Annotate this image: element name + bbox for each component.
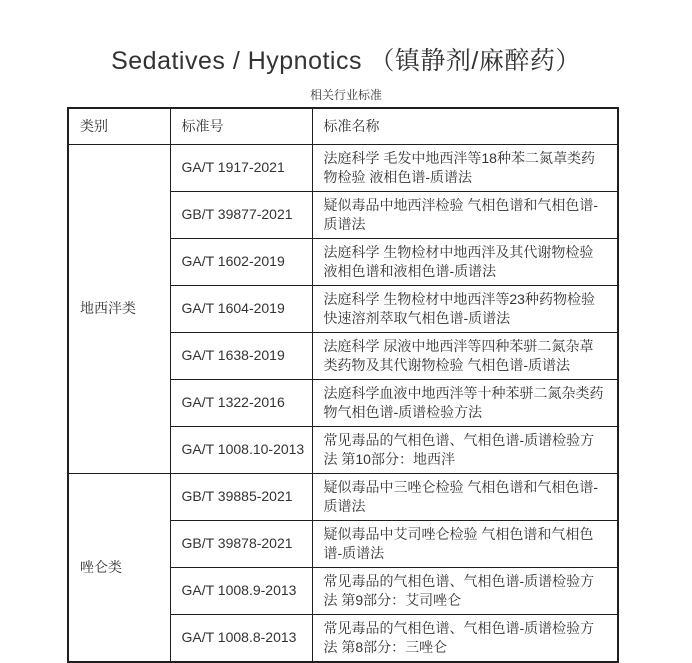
- header-standard-code: 标准号: [170, 108, 312, 144]
- standard-name-cell: 常见毒品的气相色谱、气相色谱-质谱检验方法 第10部分：地西泮: [312, 426, 618, 473]
- standard-code-cell: GA/T 1008.10-2013: [170, 426, 312, 473]
- table-row: [68, 473, 618, 520]
- header-standard-name: 标准名称: [312, 108, 618, 144]
- standard-name-cell: 常见毒品的气相色谱、气相色谱-质谱检验方法 第8部分：三唑仑: [312, 614, 618, 662]
- standard-name-cell: 法庭科学血液中地西泮等十种苯骈二氮杂类药物气相色谱-质谱检验方法: [312, 379, 618, 426]
- standard-code-cell: GB/T 39878-2021: [170, 520, 312, 567]
- standard-code-cell: GA/T 1008.9-2013: [170, 567, 312, 614]
- standard-code-cell: GA/T 1917-2021: [170, 144, 312, 191]
- table-row: [68, 144, 618, 191]
- standard-code-cell: GA/T 1008.8-2013: [170, 614, 312, 662]
- standard-name-cell: 疑似毒品中三唑仑检验 气相色谱和气相色谱-质谱法: [312, 473, 618, 520]
- category-cell: 地西泮类: [68, 144, 170, 473]
- standard-name-cell: 法庭科学 毛发中地西泮等18种苯二氮䓬类药物检验 液相色谱-质谱法: [312, 144, 618, 191]
- standard-code-cell: GA/T 1638-2019: [170, 332, 312, 379]
- standard-code-cell: GA/T 1602-2019: [170, 238, 312, 285]
- standard-code-cell: GB/T 39885-2021: [170, 473, 312, 520]
- page-title: Sedatives / Hypnotics （镇静剂/麻醉药）: [111, 47, 581, 75]
- standard-name-cell: 常见毒品的气相色谱、气相色谱-质谱检验方法 第9部分：艾司唑仑: [312, 567, 618, 614]
- header-category: 类别: [68, 108, 170, 144]
- standards-table-header: [68, 108, 618, 144]
- page-subtitle: 相关行业标准: [309, 88, 382, 102]
- standard-name-cell: 疑似毒品中艾司唑仑检验 气相色谱和气相色谱-质谱法: [312, 520, 618, 567]
- standard-name-cell: 法庭科学 尿液中地西泮等四种苯骈二氮杂䓬类药物及其代谢物检验 气相色谱-质谱法: [312, 332, 618, 379]
- standard-name-cell: 疑似毒品中地西泮检验 气相色谱和气相色谱-质谱法: [312, 191, 618, 238]
- standards-table-body: [68, 144, 618, 662]
- standard-code-cell: GA/T 1322-2016: [170, 379, 312, 426]
- standard-code-cell: GB/T 39877-2021: [170, 191, 312, 238]
- header-row: [68, 108, 618, 144]
- standards-table: [67, 107, 619, 663]
- standard-name-cell: 法庭科学 生物检材中地西泮等23种药物检验 快速溶剂萃取气相色谱-质谱法: [312, 285, 618, 332]
- category-cell: 唑仑类: [68, 473, 170, 662]
- standard-name-cell: 法庭科学 生物检材中地西泮及其代谢物检验 液相色谱和液相色谱-质谱法: [312, 238, 618, 285]
- standard-code-cell: GA/T 1604-2019: [170, 285, 312, 332]
